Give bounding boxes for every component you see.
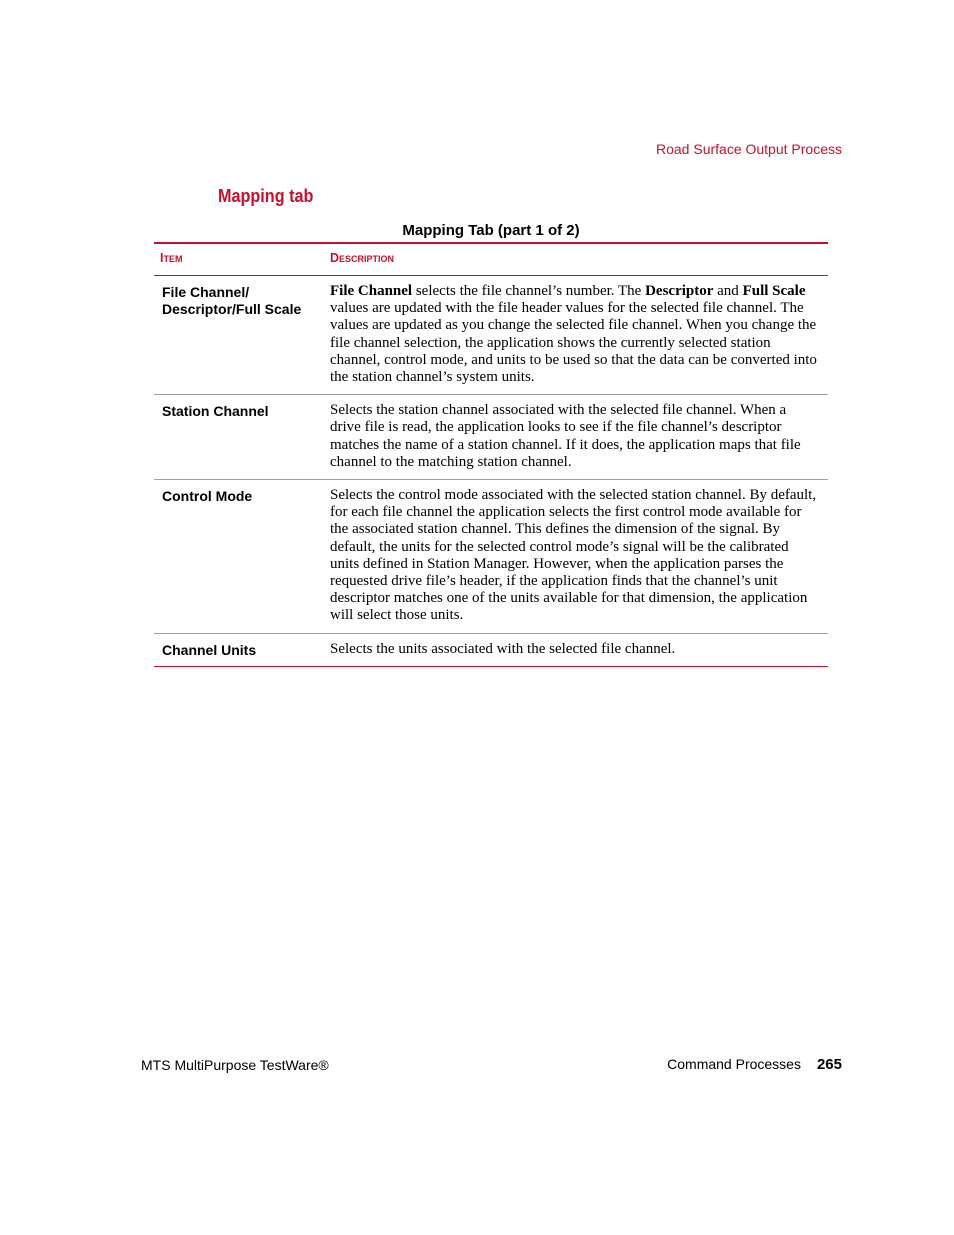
- section-heading: Mapping tab: [218, 186, 314, 206]
- table-row: [154, 480, 828, 634]
- footer-chapter-name: Command Processes: [667, 1056, 801, 1072]
- description-term: Full Scale: [742, 283, 806, 299]
- mapping-table: [154, 242, 828, 667]
- column-header-item: Item: [160, 251, 183, 265]
- footer-right: [667, 1056, 842, 1073]
- row-item-label: Channel Units: [162, 641, 257, 658]
- row-item-label: File Channel/ Descriptor/Full Scale: [162, 284, 302, 317]
- footer-product-name: MTS MultiPurpose TestWare®: [141, 1057, 329, 1073]
- description-text: Selects the control mode associated with the selected station channel. By default, for each file channel the application selects the first control mode available for the associated station channel. This defines the dimension of the signal. By default, the units for the selected control mode’s signal will be the calibrated units defined in Station Manager. However, when the application parses the requested drive file’s header, if the application finds that the channel’s unit descriptor matches one of the units available for that dimension, the application will select those units.: [330, 487, 817, 624]
- description-text: Selects the units associated with the selected file channel.: [330, 640, 676, 657]
- description-text: and: [713, 283, 743, 299]
- row-description: [330, 480, 820, 633]
- table-row: [154, 276, 828, 395]
- description-text: selects the file channel’s number. The: [412, 283, 646, 299]
- column-header-description: Description: [330, 251, 395, 265]
- row-description: [330, 395, 820, 479]
- row-item-label: Station Channel: [162, 403, 269, 420]
- description-text: Selects the station channel associated with the selected file channel. When a drive file is read, the application looks to see if the file channel’s descriptor matches the name of a station channel. If it does, the application maps that file channel to the matching station channel.: [330, 402, 801, 470]
- description-term: File Channel: [330, 283, 413, 299]
- table-row: [154, 395, 828, 480]
- description-text: values are updated with the file header values for the selected file channel. The values are updated as you change the selected file channel. When you change the file channel selection, the application shows the currently selected station channel, control mode, and units to be used so that the data can be converted into the station channel’s system units.: [330, 300, 817, 386]
- description-term: Descriptor: [645, 283, 714, 299]
- row-description: [330, 634, 820, 666]
- table-row: [154, 634, 828, 666]
- row-description: [330, 276, 820, 394]
- running-header-title: Road Surface Output Process: [656, 141, 842, 157]
- table-body: [154, 276, 828, 666]
- row-item-label: Control Mode: [162, 488, 253, 505]
- page-number: 265: [816, 1056, 842, 1073]
- table-caption: Mapping Tab (part 1 of 2): [402, 222, 580, 239]
- table-header-row: [154, 244, 828, 276]
